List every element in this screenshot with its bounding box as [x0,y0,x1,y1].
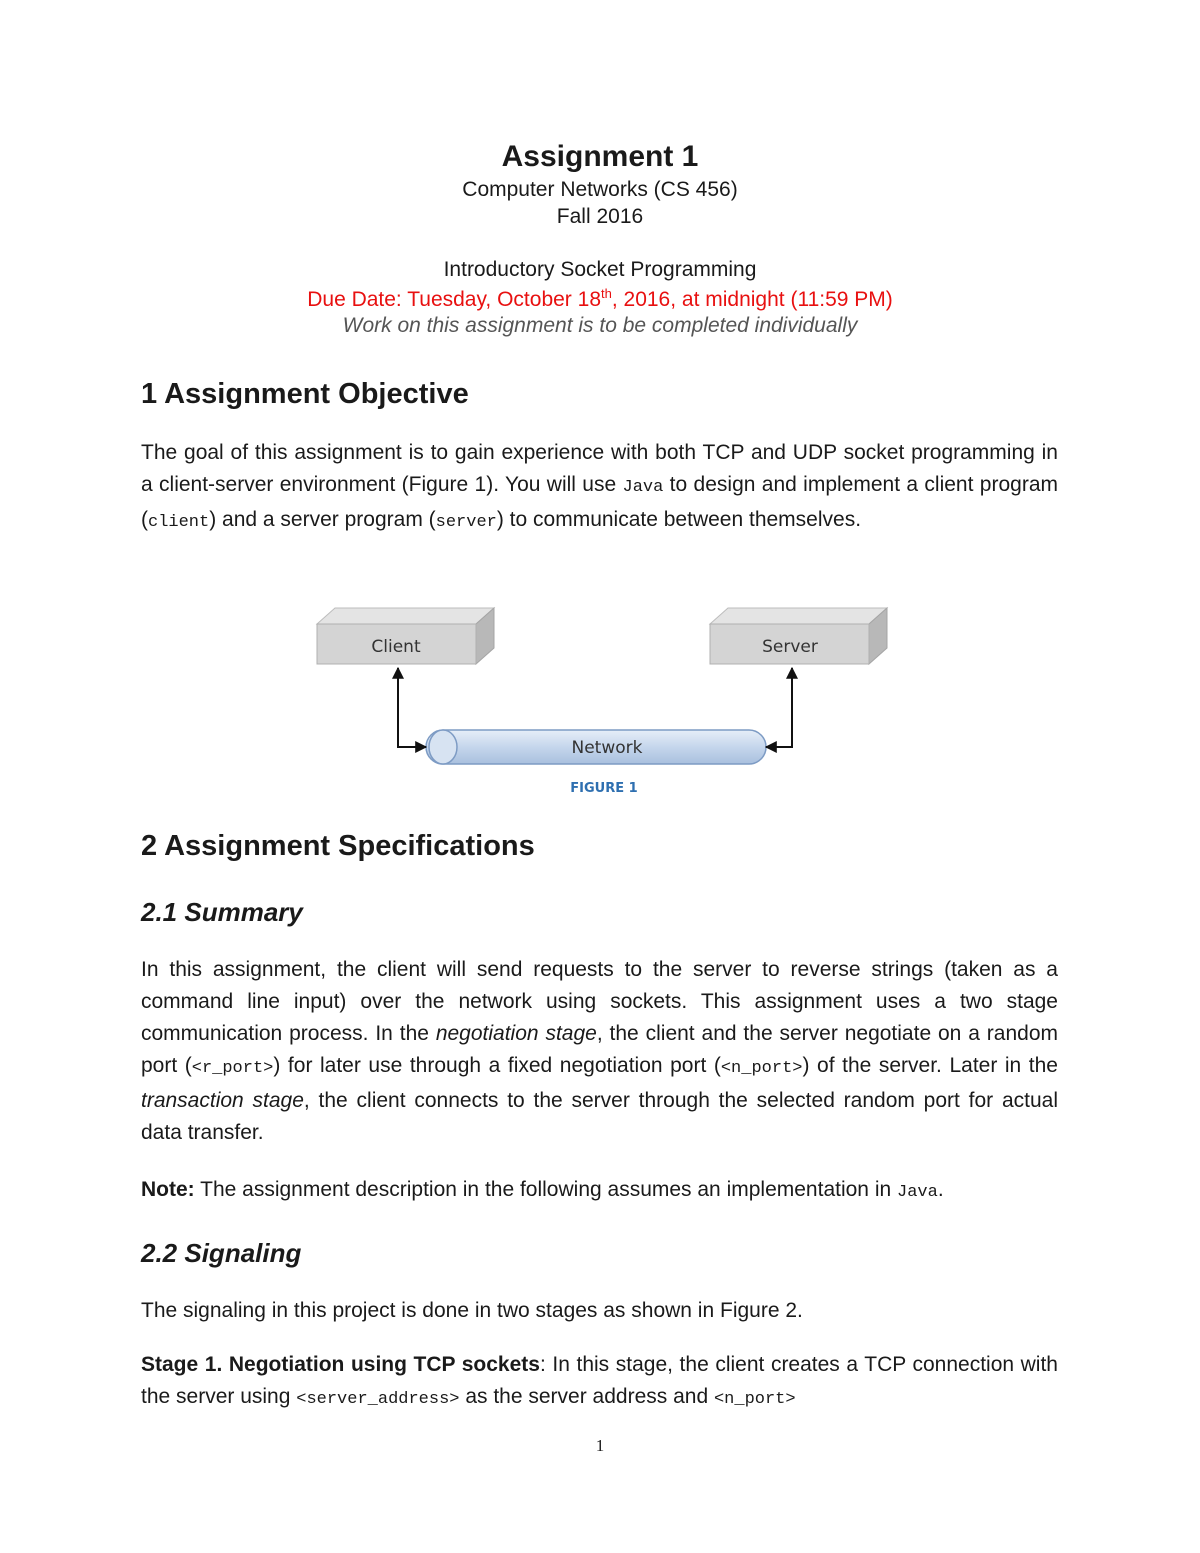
stage-1-label: Stage 1. Negotiation using TCP sockets [141,1353,540,1376]
topic: Introductory Socket Programming [443,258,757,281]
section-2-heading: 2 Assignment Specifications [141,830,535,862]
work-note: Work on this assignment is to be completed individually [342,314,858,337]
figure-caption: FIGURE 1 [570,781,638,796]
note-paragraph: Note: The assignment description in the following assumes an implementation in Java. [141,1178,944,1202]
objective-paragraph: The goal of this assignment is to gain experience with both TCP and UDP socket programming in a client-server environment (Figure 1). You will use Java to design and implement a client program (client) and a server program (server) to communicate between themselves. [141,441,1058,532]
course-name: Computer Networks (CS 456) [462,178,738,201]
server-box [710,608,887,664]
figure-1-diagram [300,598,900,808]
network-label: Network [571,738,643,758]
summary-paragraph: In this assignment, the client will send requests to the server to reverse strings (taken as a command line input) over the network using sockets. This assignment uses a two stage communication process. In the negotiation stage, the client and the server negotiate on a random port (<r_port>) for later use through a fixed negotiation port (<n_port>) of the server. Later in the transaction stage, the client connects to the server through the selected random port for actual data transfer. [141,958,1058,1144]
signaling-paragraph: The signaling in this project is done in two stages as shown in Figure 2. [141,1299,803,1322]
client-box [317,608,494,664]
code-n-port: <n_port> [720,1059,803,1078]
subsection-2-2-heading: 2.2 Signaling [141,1238,302,1268]
code-server: server [435,513,497,532]
code-java-note: Java [897,1183,938,1202]
code-n-port-2: <n_port> [713,1390,796,1409]
code-client: client [148,513,210,532]
subsection-2-1-heading: 2.1 Summary [141,897,303,927]
client-network-arrow [398,668,426,747]
server-network-arrow [766,668,792,747]
note-label: Note: [141,1178,195,1201]
term: Fall 2016 [556,205,644,228]
client-label: Client [371,637,421,657]
due-date: Due Date: Tuesday, October 18th, 2016, at midnight (11:59 PM) [307,286,893,311]
due-date-sup: th [601,286,612,301]
code-java: Java [622,478,664,497]
document-title: Assignment 1 [501,140,699,173]
code-server-address: <server_address> [296,1390,460,1409]
network-pipe [426,730,766,764]
section-1-heading: 1 Assignment Objective [141,378,469,410]
code-r-port: <r_port> [191,1059,274,1078]
stage-1-paragraph: Stage 1. Negotiation using TCP sockets: In this stage, the client creates a TCP connection with the server using <server_address> as the server address and <n_port> [141,1353,1058,1409]
page-number: 1 [595,1436,605,1455]
server-label: Server [762,637,818,657]
